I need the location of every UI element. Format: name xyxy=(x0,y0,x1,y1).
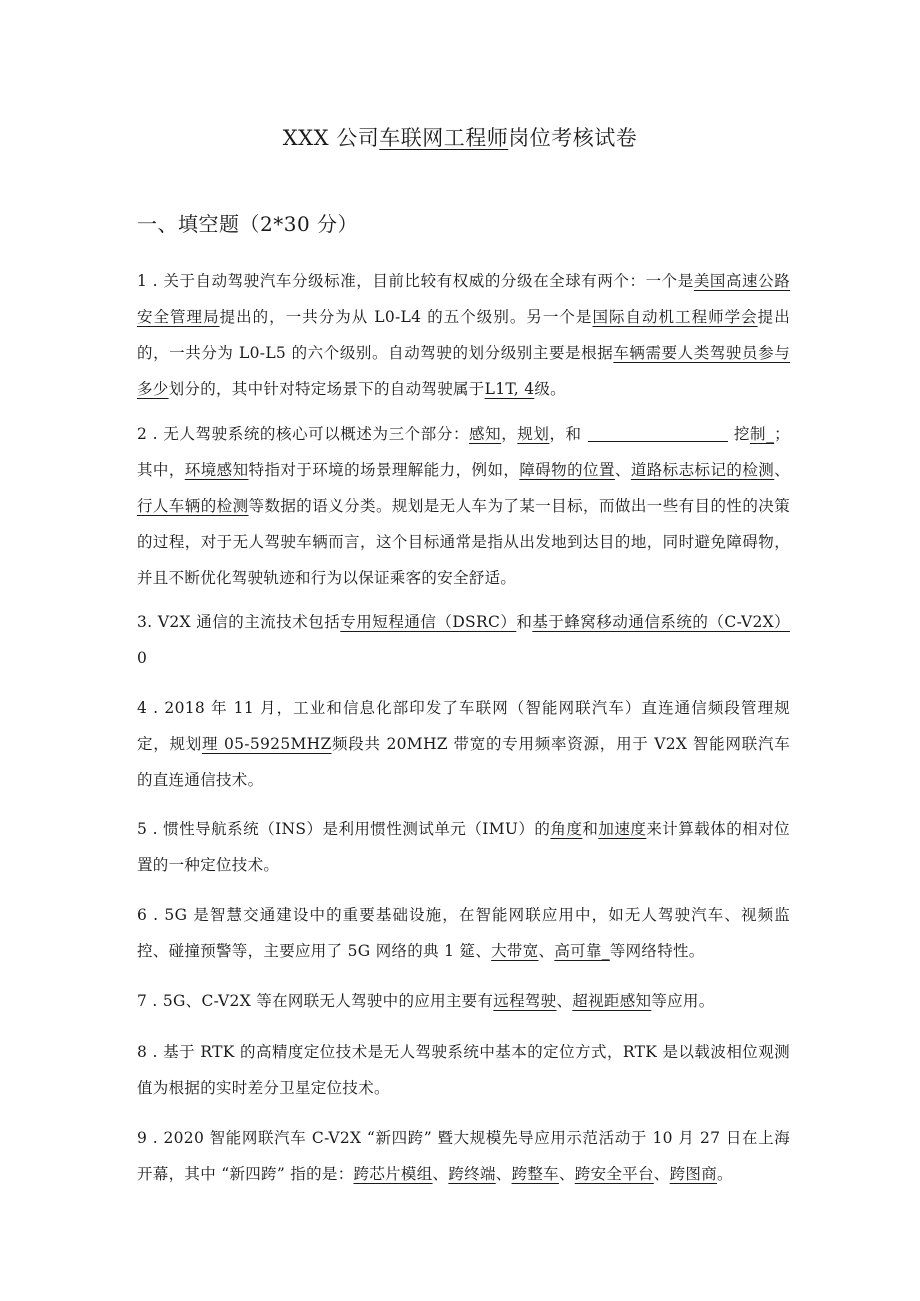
question-6 xyxy=(137,897,790,969)
q2-answer: 障碍物的位置 xyxy=(519,461,615,479)
q2-text: 2 . 无人驾驶系统的核心可以概述为三个部分： xyxy=(137,425,470,443)
q2-answer: 制_ xyxy=(750,425,775,443)
q2-text: ， xyxy=(501,425,518,443)
q3-text: 0 xyxy=(137,649,148,667)
q3-text: 和 xyxy=(516,613,533,631)
q2-answer: 感知 xyxy=(469,425,502,443)
q1-answer: 美国高速公路安全管理局 xyxy=(137,272,790,326)
q3-answer: 专用短程通信（DSRC） xyxy=(340,613,517,631)
title-underlined: 车联网工程师 xyxy=(379,126,509,150)
q2-text: 挖 xyxy=(733,425,751,443)
q2-text: 等数据的语义分类。规划是无人车为了某一目标，而做出一些有目的性的决策的过程，对于无人驾驶车辆而言，这个目标通常是指从出发地到达目的地，同时避免障碍物，并且不断优化驾驶轨迹和行为以保证乘客的安全舒适。 xyxy=(137,497,790,587)
q2-answer: 道路标志标记的检测 xyxy=(630,461,775,479)
q6-answer: 高可靠_ xyxy=(554,942,610,960)
q2-text: 、 xyxy=(614,461,631,479)
q1-text: 1 . 关于自动驾驶汽车分级标准，目前比较有权威的分级在全球有两个：一个是 xyxy=(137,272,694,290)
q1-answer: 国际自动机工程师学会 xyxy=(592,308,758,326)
q1-answer: 车辆需要人类驾驶员参与多少 xyxy=(137,344,790,398)
q9-answer: 跨整车 xyxy=(511,1165,559,1183)
q6-text: 、 xyxy=(538,942,555,960)
question-9 xyxy=(137,1120,790,1192)
q7-answer: 远程驾驶 xyxy=(493,992,557,1010)
question-4 xyxy=(137,690,790,798)
q6-answer: 大带宽 xyxy=(491,942,539,960)
q9-answer: 跨终端 xyxy=(448,1165,496,1183)
q9-text: 9 . 2020 智能网联汽车 C-V2X “新四跨” 暨大规模先导应用示范活动于 10 月 27 日在上海开幕，其中 “新四跨” 指的是： xyxy=(137,1129,790,1183)
q1-answer: L1T, 4 xyxy=(484,380,535,398)
q4-text: 频段共 20MHZ 带宽的专用频率资源，用于 V2X 智能网联汽车的直连通信技术。 xyxy=(137,735,791,789)
question-8 xyxy=(137,1034,790,1106)
q7-text: 7 . 5G、C-V2X 等在网联无人驾驶中的应用主要有 xyxy=(137,992,494,1010)
q9-text: 、 xyxy=(432,1165,449,1183)
q7-answer: 超视距感知 xyxy=(572,992,652,1010)
q8-text: 8 . 基于 RTK 的高精度定位技术是无人驾驶系统中基本的定位方式，RTK 是以载波相位观测值为根据的实时差分卫星定位技术。 xyxy=(137,1043,790,1097)
q4-text: 4 . 2018 年 11 月，工业和信息化部印发了车联网（智能网联汽车）直连通信频段管理规定，规划 xyxy=(137,699,790,753)
q6-text: 等网络特性。 xyxy=(609,942,705,960)
q5-text: 5 . 惯性导航系统（INS）是利用惯性测试单元（IMU）的 xyxy=(137,820,551,838)
title-suffix: 岗位考核试卷 xyxy=(508,126,638,150)
q2-text: ；其中， xyxy=(137,425,790,479)
q3-answer: 基于蜂窝移动通信系统的（C-V2X） xyxy=(532,613,790,631)
q9-answer: 跨图商 xyxy=(669,1165,718,1183)
q9-text: 、 xyxy=(653,1165,670,1183)
q1-text: 提出的，一共分为 L0-L5 的六个级别。自动驾驶的划分级别主要是根据 xyxy=(137,308,790,362)
answer-blank xyxy=(588,423,728,442)
q7-text: 、 xyxy=(556,992,573,1010)
q2-text: 特指对于环境的场景理解能力，例如， xyxy=(248,461,520,479)
q5-answer: 加速度 xyxy=(598,820,647,838)
q2-answer: 行人车辆的检测 xyxy=(137,497,249,515)
q9-text: 、 xyxy=(495,1165,512,1183)
q3-text: 3. V2X 通信的主流技术包括 xyxy=(137,613,341,631)
q9-answer: 跨安全平台 xyxy=(574,1165,654,1183)
title-prefix: XXX 公司 xyxy=(282,126,380,150)
page-title xyxy=(0,122,920,152)
q1-text: 划分的，其中针对特定场景下的自动驾驶属于 xyxy=(168,380,485,398)
question-7 xyxy=(137,983,790,1019)
q6-text: 6 . 5G 是智慧交通建设中的重要基础设施，在智能网联应用中，如无人驾驶汽车、视频监控、碰撞预警等，主要应用了 5G 网络的典 1 筵、 xyxy=(137,906,790,960)
question-2 xyxy=(137,416,790,596)
q2-answer: 规划 xyxy=(517,425,550,443)
q9-text: 、 xyxy=(558,1165,575,1183)
section-heading: 一、填空题（2*30 分） xyxy=(137,212,359,236)
q7-text: 等应用。 xyxy=(651,992,715,1010)
q4-answer: 理 05-5925MHZ xyxy=(202,735,332,753)
q2-text: ，和 xyxy=(549,425,582,443)
q1-text: 级。 xyxy=(534,380,566,398)
question-1 xyxy=(137,263,790,407)
q2-text: 、 xyxy=(774,461,790,479)
q9-text: 。 xyxy=(717,1165,733,1183)
q5-answer: 角度 xyxy=(550,820,583,838)
question-5 xyxy=(137,811,790,883)
q5-text: 来计算载体的相对位置的一种定位技术。 xyxy=(137,820,790,874)
q2-answer: 环境感知 xyxy=(184,461,249,479)
q1-text: 提出的，一共分为从 L0-L4 的五个级别。另一个是 xyxy=(219,308,593,326)
q9-answer: 跨芯片模组 xyxy=(353,1165,433,1183)
q5-text: 和 xyxy=(582,820,599,838)
question-3 xyxy=(137,604,790,676)
